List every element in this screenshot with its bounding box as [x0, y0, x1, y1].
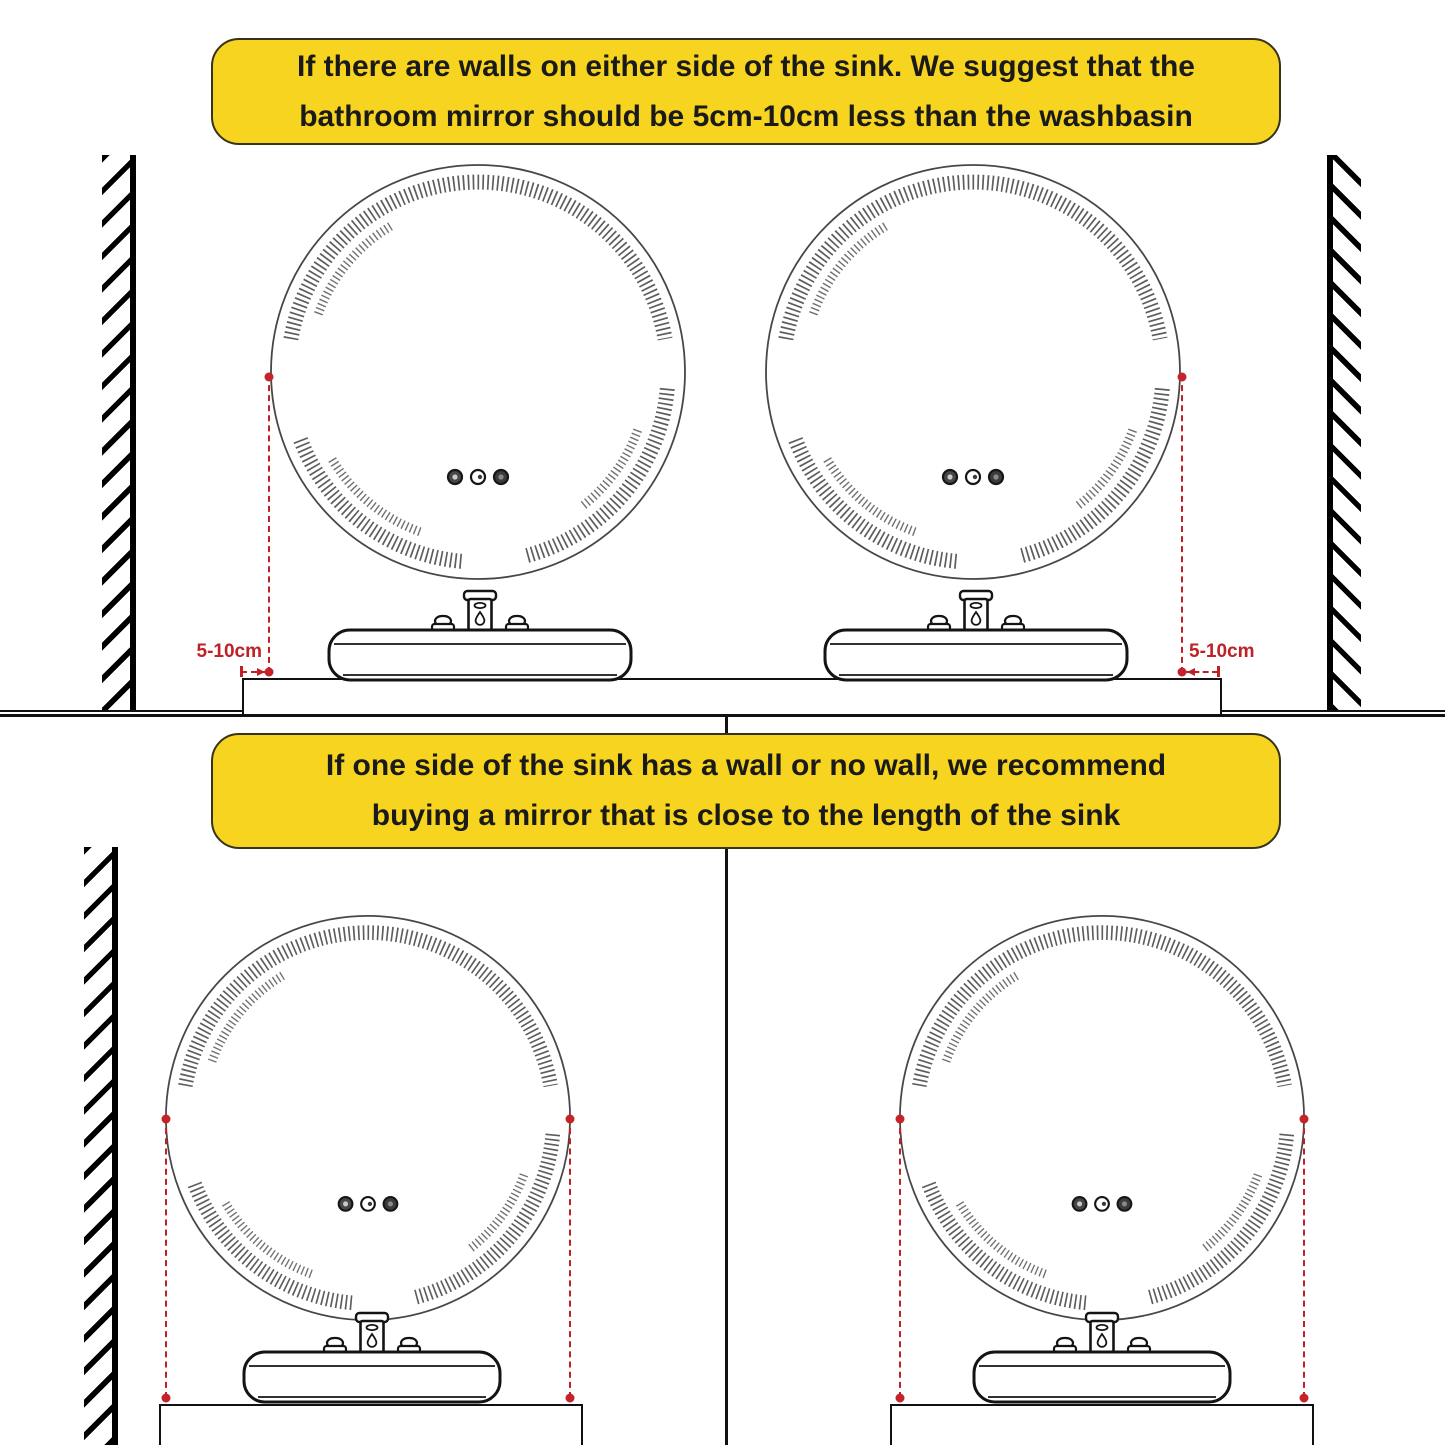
top-banner [211, 38, 1281, 145]
faucet [928, 591, 1024, 631]
measure-dot [265, 668, 274, 677]
measure-dot [1300, 1394, 1309, 1403]
washbasin-bottom-right [972, 1310, 1232, 1404]
faucet [324, 1313, 420, 1353]
led-mirror-bottom-right [897, 913, 1307, 1323]
left-wall-line [130, 155, 136, 712]
countertop-bottom-right [890, 1404, 1314, 1445]
measure-dot [566, 1115, 575, 1124]
measure-line [899, 1118, 901, 1398]
measure-arrow [1187, 668, 1195, 676]
bottom-banner-line1: If one side of the sink has a wall or no wall, we recommend [325, 749, 1167, 782]
right-wall-line [1327, 155, 1333, 712]
basin-body [329, 630, 631, 680]
countertop-bottom-left [159, 1404, 583, 1445]
measure-line [165, 1118, 167, 1398]
top-banner-line2: bathroom mirror should be 5cm-10cm less than the washbasin [299, 99, 1193, 133]
left-wall-hatching [102, 155, 130, 712]
countertop-top-left [242, 678, 730, 714]
measure-dot [162, 1115, 171, 1124]
measure-end-tick [240, 666, 243, 677]
basin-body [974, 1352, 1230, 1402]
mirror-touch-buttons [339, 1197, 398, 1211]
countertop-top-right [726, 678, 1222, 714]
led-mirror-top-left [268, 162, 688, 582]
measure-dot [566, 1394, 575, 1403]
measure-dot [1178, 668, 1187, 677]
measure-line [1303, 1118, 1305, 1398]
measure-line-left [268, 375, 270, 673]
bottom-left-wall-line [112, 847, 118, 1445]
bottom-left-wall-hatching [84, 847, 112, 1445]
measure-line-right [1181, 375, 1183, 673]
measure-line [569, 1118, 571, 1398]
washbasin-top-left [327, 588, 633, 682]
bottom-section [0, 717, 1445, 1445]
mirror-touch-buttons [943, 470, 1003, 484]
led-mirror-top-right [763, 162, 1183, 582]
washbasin-top-right [823, 588, 1129, 682]
basin-body [244, 1352, 500, 1402]
top-banner-line1: If there are walls on either side of the sink. We suggest that the [297, 49, 1195, 83]
measure-dot [162, 1394, 171, 1403]
bottom-banner-line2: buying a mirror that is close to the length of the sink [371, 799, 1121, 832]
measure-dot [265, 373, 274, 382]
washbasin-bottom-left [242, 1310, 502, 1404]
measure-dot [896, 1394, 905, 1403]
bottom-banner [211, 733, 1281, 849]
top-section [0, 0, 1445, 717]
measure-dot [1300, 1115, 1309, 1124]
basin-body [825, 630, 1127, 680]
measure-dot [896, 1115, 905, 1124]
measure-end-tick [1217, 666, 1220, 677]
faucet [1054, 1313, 1150, 1353]
measure-dot [1178, 373, 1187, 382]
gap-label-right: 5-10cm [1189, 641, 1255, 662]
led-mirror-bottom-left [163, 913, 573, 1323]
mirror-touch-buttons [1073, 1197, 1132, 1211]
gap-label-left: 5-10cm [196, 641, 262, 662]
right-wall-hatching [1333, 155, 1361, 712]
mirror-touch-buttons [448, 470, 508, 484]
faucet [432, 591, 528, 631]
